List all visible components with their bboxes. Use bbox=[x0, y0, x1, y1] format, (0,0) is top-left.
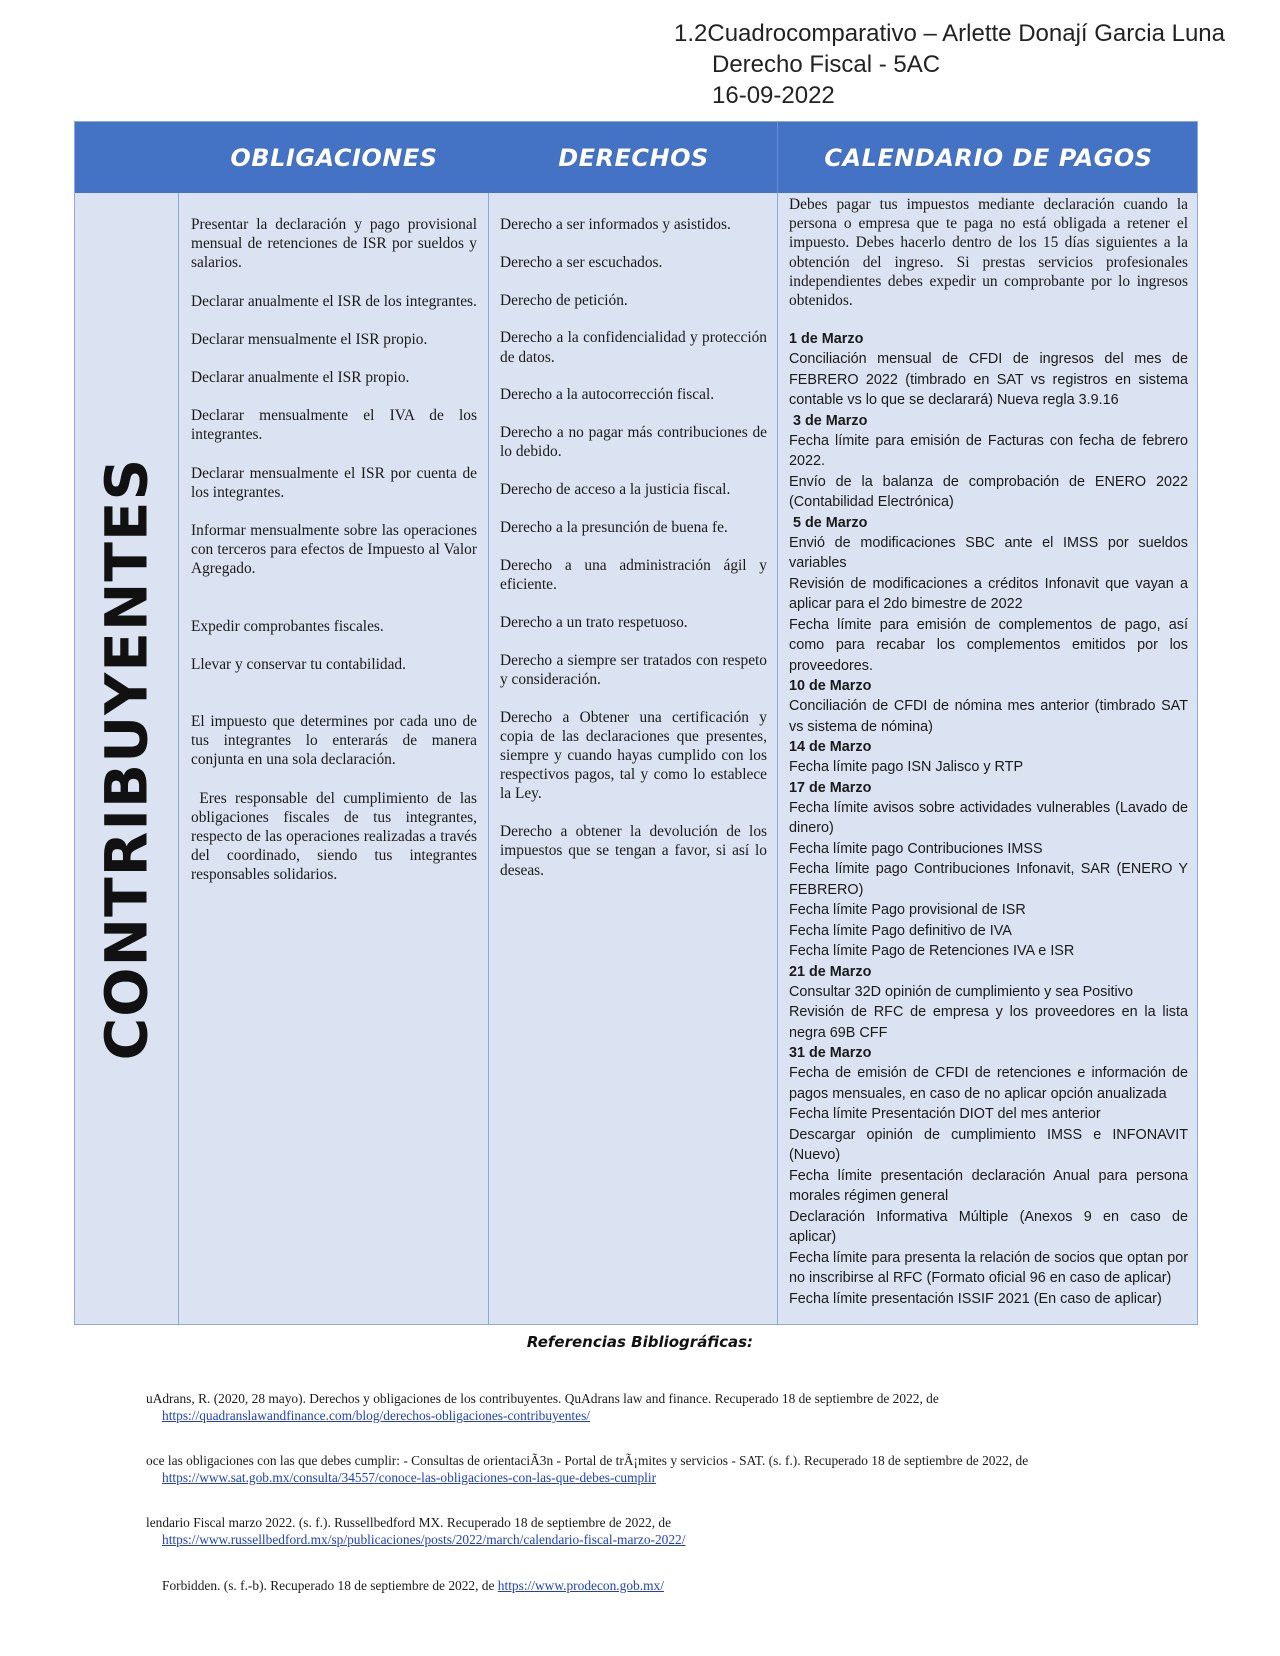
calendar-date: 1 de Marzo bbox=[789, 331, 864, 348]
calendar-date: 10 de Marzo bbox=[789, 678, 872, 695]
comparison-table bbox=[74, 121, 1198, 1325]
obligaciones-cell bbox=[179, 193, 488, 1324]
derecho-item: Derecho a una administración ágil y eficiente. bbox=[500, 556, 767, 593]
derecho-item: Derecho a no pagar más contribuciones de lo debido. bbox=[500, 424, 767, 461]
obligacion-item: Declarar anualmente el ISR propio. bbox=[191, 369, 410, 387]
derecho-item: Derecho a un trato respetuoso. bbox=[500, 613, 688, 631]
derecho-item: Derecho a la autocorrección fiscal. bbox=[500, 386, 715, 404]
calendar-item: Declaración Informativa Múltiple (Anexos 9 en caso de aplicar) bbox=[789, 1208, 1188, 1246]
header-date: 16-09-2022 bbox=[712, 82, 835, 109]
obligacion-item: El impuesto que determines por cada uno de tus integrantes lo enterarás de manera conjunta en una sola declaración. bbox=[191, 713, 477, 769]
calendar-item: Fecha límite pago Contribuciones Infonavit, SAR (ENERO Y FEBRERO) bbox=[789, 861, 1188, 898]
calendar-item: Envió de modificaciones SBC ante el IMSS por sueldos variables bbox=[789, 534, 1188, 572]
obligacion-item: Presentar la declaración y pago provisional mensual de retenciones de ISR por sueldos y salarios. bbox=[191, 216, 477, 272]
column-header-derechos: DERECHOS bbox=[558, 143, 709, 172]
header-course: Derecho Fiscal - 5AC bbox=[712, 51, 941, 78]
derecho-item: Derecho de acceso a la justicia fiscal. bbox=[500, 481, 731, 499]
reference-entry bbox=[146, 1452, 1028, 1486]
obligacion-item: Declarar mensualmente el ISR por cuenta de los integrantes. bbox=[191, 464, 477, 501]
calendar-item: Fecha de emisión de CFDI de retenciones e información de pagos mensuales, en caso de no aplicar opción anualizada bbox=[789, 1065, 1188, 1102]
calendar-date: 14 de Marzo bbox=[789, 739, 872, 756]
derecho-item: Derecho a ser informados y asistidos. bbox=[500, 216, 731, 233]
calendar-item: Fecha límite Pago definitivo de IVA bbox=[789, 922, 1012, 939]
reference-text: oce las obligaciones con las que debes cumplir: - Consultas de orientaciÃ3n - Portal de trÃ¡mites y servicios - SAT. (s. f.). Recuperado 18 de septiembre de 2022, de bbox=[146, 1453, 1029, 1468]
calendar-item: Fecha límite para presenta la relación de socios que optan por no inscribirse al RFC (Formato oficial 96 en caso de aplicar) bbox=[789, 1249, 1188, 1287]
calendar-date: 5 de Marzo bbox=[789, 514, 868, 531]
calendar-item: Revisión de RFC de empresa y los proveedores en la lista negra 69B CFF bbox=[789, 1004, 1188, 1041]
derecho-item: Derecho a ser escuchados. bbox=[500, 253, 663, 271]
references-title: Referencias Bibliográficas: bbox=[526, 1333, 754, 1351]
calendar-item: Envío de la balanza de comprobación de ENERO 2022 (Contabilidad Electrónica) bbox=[789, 473, 1188, 511]
calendar-date: 17 de Marzo bbox=[789, 779, 872, 796]
calendar-item: Fecha límite para emisión de Facturas con fecha de febrero 2022. bbox=[789, 432, 1188, 470]
derecho-item: Derecho a obtener la devolución de los impuestos que se tengan a favor, si así lo deseas. bbox=[500, 823, 767, 879]
calendar-date: 3 de Marzo bbox=[789, 412, 868, 429]
calendar-item: Revisión de modificaciones a créditos Infonavit que vayan a aplicar para el 2do bimestre de 2022 bbox=[789, 575, 1188, 613]
derecho-item: Derecho de petición. bbox=[500, 291, 628, 309]
calendar-item: Fecha límite para emisión de complementos de pago, así como para recabar los complementos emitidos por los proveedores. bbox=[789, 616, 1188, 674]
obligacion-item: Eres responsable del cumplimiento de las obligaciones fiscales de tus integrantes, respecto de las operaciones realizadas a través del coordinado, siendo tus integrantes responsables solidarios. bbox=[191, 789, 481, 884]
obligacion-item: Informar mensualmente sobre las operaciones con terceros para efectos de Impuesto al Valor Agregado. bbox=[191, 522, 477, 578]
calendario-cell bbox=[778, 193, 1198, 1324]
header-title: 1.2Cuadrocomparativo – Arlette Donají Garcia Luna bbox=[674, 20, 1225, 47]
calendar-item: Fecha límite presentación declaración Anual para persona morales régimen general bbox=[789, 1167, 1188, 1205]
calendar-date: 31 de Marzo bbox=[789, 1045, 872, 1062]
calendar-item: Fecha límite presentación ISSIF 2021 (En caso de aplicar) bbox=[789, 1290, 1162, 1307]
reference-link[interactable]: https://www.russellbedford.mx/sp/publicaciones/posts/2022/march/calendario-fiscal-marzo-2022/ bbox=[162, 1532, 686, 1547]
calendar-item: Descargar opinión de cumplimiento IMSS e INFONAVIT (Nuevo) bbox=[789, 1126, 1188, 1164]
derecho-item: Derecho a la presunción de buena fe. bbox=[500, 518, 728, 536]
reference-entry bbox=[146, 1514, 685, 1548]
derecho-item: Derecho a siempre ser tratados con respeto y consideración. bbox=[500, 651, 767, 688]
row-label-cell bbox=[75, 193, 178, 1324]
column-header-calendario: CALENDARIO DE PAGOS bbox=[824, 143, 1153, 172]
header-divider bbox=[777, 122, 778, 193]
obligacion-item: Declarar mensualmente el IVA de los integrantes. bbox=[191, 407, 477, 444]
calendar-item: Conciliación mensual de CFDI de ingresos del mes de FEBRERO 2022 (timbrado en SAT vs registros en sistema contable vs lo que se declarará) Nueva regla 3.9.16 bbox=[789, 351, 1188, 409]
reference-text: lendario Fiscal marzo 2022. (s. f.). Russellbedford MX. Recuperado 18 de septiembre de 2022, de bbox=[146, 1515, 672, 1530]
obligacion-item: Declarar anualmente el ISR de los integrantes. bbox=[191, 292, 477, 310]
row-label-contribuyentes: CONTRIBUYENTES bbox=[92, 457, 161, 1060]
calendar-item: Fecha límite Presentación DIOT del mes anterior bbox=[789, 1106, 1101, 1123]
calendar-item: Consultar 32D opinión de cumplimiento y sea Positivo bbox=[789, 983, 1133, 1000]
calendar-date: 21 de Marzo bbox=[789, 963, 872, 980]
calendar-item: Fecha límite Pago de Retenciones IVA e ISR bbox=[789, 943, 1075, 960]
obligacion-item: Declarar mensualmente el ISR propio. bbox=[191, 330, 428, 348]
document-header bbox=[674, 18, 1225, 111]
obligacion-item: Llevar y conservar tu contabilidad. bbox=[191, 655, 406, 673]
reference-entry bbox=[162, 1577, 664, 1594]
reference-link[interactable]: https://quadranslawandfinance.com/blog/derechos-obligaciones-contribuyentes/ bbox=[162, 1408, 590, 1423]
reference-text: uAdrans, R. (2020, 28 mayo). Derechos y obligaciones de los contribuyentes. QuAdrans law and finance. Recuperado 18 de septiembre de 2022, de bbox=[146, 1391, 939, 1406]
reference-link[interactable]: https://www.prodecon.gob.mx/ bbox=[497, 1578, 664, 1593]
derecho-item: Derecho a la confidencialidad y protección de datos. bbox=[500, 329, 767, 366]
table-header bbox=[75, 122, 1197, 193]
calendar-item: Fecha límite pago Contribuciones IMSS bbox=[789, 840, 1043, 857]
calendar-item: Fecha límite pago ISN Jalisco y RTP bbox=[789, 759, 1024, 776]
calendario-intro: Debes pagar tus impuestos mediante declaración cuando la persona o empresa que te paga no está obligada a retener el impuesto. Debes hacerlo dentro de los 15 días siguientes a la obtención del ingreso. Si prestas servicios profesionales independientes debes expedir un comprobante por lo ingresos obtenidos. bbox=[789, 196, 1188, 310]
calendar-item: Fecha límite avisos sobre actividades vulnerables (Lavado de dinero) bbox=[789, 799, 1188, 837]
reference-entry bbox=[146, 1390, 939, 1424]
obligacion-item: Expedir comprobantes fiscales. bbox=[191, 617, 384, 635]
calendar-item: Fecha límite Pago provisional de ISR bbox=[789, 902, 1026, 919]
reference-link[interactable]: https://www.sat.gob.mx/consulta/34557/conoce-las-obligaciones-con-las-que-debes-cumplir bbox=[162, 1470, 657, 1485]
derecho-item: Derecho a Obtener una certificación y copia de las declaraciones que presentes, siempre y cuando hayas cumplido con los respectivos pagos, tal y como lo establece la Ley. bbox=[500, 708, 767, 803]
reference-text: Forbidden. (s. f.-b). Recuperado 18 de septiembre de 2022, de bbox=[162, 1578, 498, 1593]
column-header-obligaciones: OBLIGACIONES bbox=[230, 143, 438, 172]
derechos-cell bbox=[489, 193, 777, 1324]
calendar-item: Conciliación de CFDI de nómina mes anterior (timbrado SAT vs sistema de nómina) bbox=[789, 698, 1188, 735]
